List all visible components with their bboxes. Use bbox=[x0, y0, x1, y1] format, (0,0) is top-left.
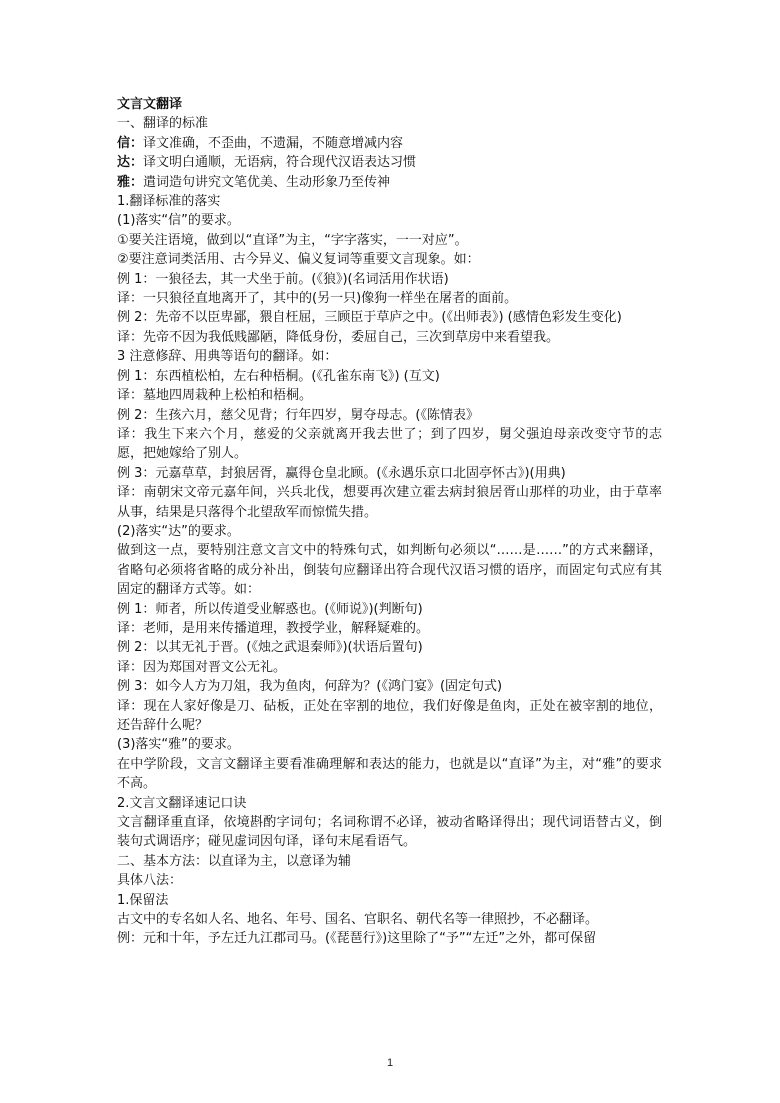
example-line: 例 3：元嘉草草，封狼居胥，赢得仓皇北顾。(《永遇乐京口北固亭怀古》)(用典) bbox=[117, 465, 566, 481]
translation-line: 译：墓地四周栽种上松柏和梧桐。 bbox=[117, 388, 313, 404]
term-label: 雅： bbox=[117, 174, 144, 190]
term-text: 译文准确，不歪曲，不遗漏，不随意增减内容 bbox=[143, 135, 404, 151]
subsection-heading: 2.文言文翻译速记口诀 bbox=[117, 795, 247, 811]
paragraph: 文言翻译重直译，依境斟酌字词句；名词称谓不必译，被动省略译得出；现代词语替古义，倒装句式调语序；碰见虚词因句译，译句末尾看语气。 bbox=[117, 815, 662, 850]
text-line: ①要关注语境，做到以“直译”为主，“字字落实，一一对应”。 bbox=[117, 232, 468, 248]
translation-line: 译：先帝不因为我低贱鄙陋，降低身份，委屈自己，三次到草房中来看望我。 bbox=[117, 329, 560, 345]
translation-line: 译：一只狼径直地离开了，其中的(另一只)像狗一样坐在屠者的面前。 bbox=[117, 291, 518, 307]
example-line: 例 2：先帝不以臣卑鄙，猥自枉屈，三顾臣于草庐之中。(《出师表》) (感情色彩发生变化) bbox=[117, 310, 622, 326]
text-line: (2)落实“达”的要求。 bbox=[117, 523, 240, 539]
document-title: 文言文翻译 bbox=[117, 97, 183, 112]
text-line: (3)落实“雅”的要求。 bbox=[117, 737, 240, 753]
paragraph: 在中学阶段，文言文翻译主要看准确理解和表达的能力，也就是以“直译”为主，对“雅”的要求不高。 bbox=[117, 756, 662, 792]
subsection-heading: 1.保留法 bbox=[117, 892, 169, 908]
example-line: 例 1：师者，所以传道受业解惑也。(《师说》)(判断句) bbox=[117, 601, 423, 617]
term-text: 译文明白通顺，无语病，符合现代汉语表达习惯 bbox=[143, 155, 417, 171]
translation-line: 译：老师，是用来传播道理，教授学业，解释疑难的。 bbox=[117, 620, 430, 636]
text-line bbox=[117, 153, 662, 172]
text-line: 古文中的专名如人名、地名、年号、国名、官职名、朝代名等一律照抄，不必翻译。 bbox=[117, 912, 599, 928]
section-heading: 一、翻译的标准 bbox=[117, 116, 209, 132]
text-line bbox=[117, 134, 662, 153]
translation-line: 译：南朝宋文帝元嘉年间，兴兵北伐，想要再次建立霍去病封狼居胥山那样的功业，由于草率从事，结果是只落得个北望敌军而惊慌失措。 bbox=[117, 485, 662, 520]
term-label: 信： bbox=[117, 135, 144, 151]
text-line: (1)落实“信”的要求。 bbox=[117, 213, 240, 229]
page-number: 1 bbox=[386, 1057, 394, 1069]
document-body bbox=[117, 95, 662, 949]
translation-line: 译：现在人家好像是刀、砧板，正处在宰割的地位，我们好像是鱼肉，正处在被宰割的地位，还告辞什么呢？ bbox=[117, 698, 662, 733]
translation-line: 译：因为郑国对晋文公无礼。 bbox=[117, 659, 287, 675]
subsection-heading: 1.翻译标准的落实 bbox=[117, 194, 221, 210]
text-line bbox=[117, 173, 662, 192]
example-line: 例 2：以其无礼于晋。(《烛之武退秦师》)(状语后置句) bbox=[117, 640, 423, 656]
term-label: 达： bbox=[117, 155, 144, 171]
text-line: 具体八法： bbox=[117, 873, 183, 889]
term-text: 遣词造句讲究文笔优美、生动形象乃至传神 bbox=[143, 174, 391, 190]
section-heading: 二、基本方法：以直译为主，以意译为辅 bbox=[117, 853, 352, 869]
example-line: 例：元和十年，予左迁九江郡司马。(《琵琶行》)这里除了“予”“左迁”之外，都可保留 bbox=[117, 931, 597, 947]
paragraph: 做到这一点，要特别注意文言文中的特殊句式，如判断句必须以“……是……”的方式来翻译，省略句必须将省略的成分补出，倒装句应翻译出符合现代汉语习惯的语序，而固定句式应有其固定的翻译方式等。如： bbox=[117, 543, 662, 598]
translation-line: 译：我生下来六个月，慈爱的父亲就离开我去世了；到了四岁，舅父强迫母亲改变守节的志愿，把她嫁给了别人。 bbox=[117, 426, 662, 462]
example-line: 例 2：生孩六月，慈父见背；行年四岁，舅夺母志。(《陈情表》 bbox=[117, 407, 479, 423]
text-line: 3 注意修辞、用典等语句的翻译。如： bbox=[117, 349, 338, 365]
text-line: ②要注意词类活用、古今异义、偏义复词等重要文言现象。如： bbox=[117, 252, 480, 268]
example-line: 例 1：一狼径去，其一犬坐于前。(《狼》)(名词活用作状语) bbox=[117, 271, 449, 287]
example-line: 例 3：如今人方为刀俎，我为鱼肉，何辞为？(《鸿门宴》(固定句式) bbox=[117, 679, 503, 695]
example-line: 例 1：东西植松柏，左右种梧桐。(《孔雀东南飞》) (互文) bbox=[117, 368, 440, 384]
